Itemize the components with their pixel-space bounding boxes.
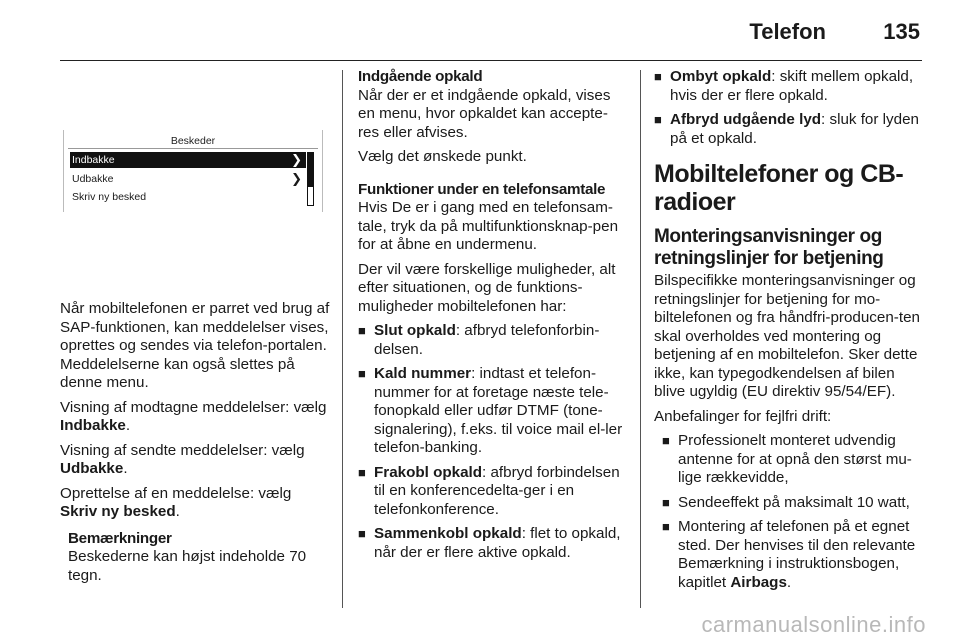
text: Professionelt monteret udvendig antenne for at opnå den størst mu-lige rækkevidde, xyxy=(678,432,912,486)
bullet-icon: ■ xyxy=(654,112,662,127)
menu-item-udbakke[interactable] xyxy=(70,171,306,187)
choose-paragraph: Vælg det ønskede punkt. xyxy=(358,148,527,165)
scrollbar-thumb[interactable] xyxy=(308,153,313,187)
bullet-icon: ■ xyxy=(662,433,670,448)
recommend-paragraph: Anbefalinger for fejlfri drift: xyxy=(654,407,832,425)
note-title: Bemærkninger xyxy=(68,529,172,547)
list-item xyxy=(662,518,926,592)
text: : indtast et telefon-nummer for at foretage næste tele-fonopkald eller udfør DTMF (tone-signalering), f.eks. til voice mail el-ler telefon-banking. xyxy=(374,365,623,456)
text: : skift mellem opkald, hvis der er flere opkald. xyxy=(670,68,914,104)
section-heading: Mobiltelefoner og CB-radioer xyxy=(654,160,904,216)
subsection-heading: Monteringsanvisninger og retningslinjer for betjening xyxy=(654,226,884,269)
list-item xyxy=(654,68,926,105)
column-1 xyxy=(60,68,330,585)
menu-item-label: Udbakke xyxy=(72,173,114,185)
term: Afbryd udgående lyd xyxy=(670,111,822,128)
list-item xyxy=(662,432,926,488)
menu-item-skriv-ny-besked[interactable] xyxy=(70,189,306,205)
scrollbar[interactable] xyxy=(307,152,314,206)
bullet-icon: ■ xyxy=(358,464,366,480)
text: : sluk for lyden på et opkald. xyxy=(670,111,919,147)
list-item xyxy=(358,322,628,359)
messages-screen-figure xyxy=(60,68,330,290)
text: : flet to opkald, når der er flere aktive opkald. xyxy=(374,525,621,561)
text: : afbryd telefonforbin-delsen. xyxy=(374,322,600,358)
bullet-icon: ■ xyxy=(358,366,366,381)
term: Frakobl opkald xyxy=(374,463,483,481)
page-title: Telefon xyxy=(749,19,826,44)
text: Visning af modtagne meddelelser: vælg xyxy=(60,398,327,416)
list-item xyxy=(662,494,926,513)
options-paragraph: Der vil være forskellige muligheder, alt efter situationen, og de funktions-muligheder mobiltelefonen har: xyxy=(358,260,616,315)
page-number: 135 xyxy=(883,19,920,44)
column-2 xyxy=(358,68,628,568)
new-message-paragraph xyxy=(60,485,330,522)
functions-paragraph: Hvis De er i gang med en telefonsam-tale, tryk da på multifunktionsknap-pen for at åbne en undermenu. xyxy=(358,199,619,253)
bullet-icon: ■ xyxy=(654,69,662,84)
bullet-icon: ■ xyxy=(662,494,670,510)
text: : afbryd forbindelsen til en konferencedelta-ger i en telefonkonference. xyxy=(374,463,620,518)
menu-item-label: Indbakke xyxy=(72,154,115,166)
list-item xyxy=(358,525,628,562)
term: Kald nummer xyxy=(374,365,472,382)
menu-item-indbakke[interactable] xyxy=(70,152,306,168)
text: Sendeeffekt på maksimalt 10 watt, xyxy=(678,493,910,511)
column-divider-2 xyxy=(640,70,641,608)
list-item xyxy=(654,111,926,148)
note-block xyxy=(60,530,330,586)
screen-title: Beskeder xyxy=(170,135,216,147)
chevron-right-icon: ❯ xyxy=(291,171,302,186)
bullet-icon: ■ xyxy=(358,526,366,541)
heading-call-functions: Funktioner under en telefonsamtale xyxy=(358,180,606,198)
display-screen xyxy=(63,130,323,212)
text: Visning af sendte meddelelser: vælg xyxy=(60,441,305,459)
column-divider-1 xyxy=(342,70,343,608)
column-3 xyxy=(654,68,926,598)
intro-paragraph: Når mobiltelefonen er parret ved brug af SAP-funktionen, kan meddelelser vises, oprettes og sendes via telefon-portalen. Meddelelserne kan også slettes på denne menu. xyxy=(60,300,330,391)
term: Slut opkald xyxy=(374,322,456,339)
term: Ombyt opkald xyxy=(670,68,772,85)
inbox-paragraph xyxy=(60,399,330,436)
term-indbakke: Indbakke xyxy=(60,417,126,434)
list-item xyxy=(358,365,628,458)
term-airbags: Airbags xyxy=(730,573,787,591)
page-header xyxy=(60,16,922,61)
bullet-icon: ■ xyxy=(662,519,670,534)
bullet-icon: ■ xyxy=(358,323,366,338)
text: . xyxy=(125,417,131,434)
watermark: carmanualsonline.info xyxy=(701,612,926,637)
text: Montering af telefonen på et egnet sted. Der henvises til den relevante Bemærkning i instruktionsbogen, kapitlet xyxy=(678,518,916,591)
term-skriv-ny-besked: Skriv ny besked xyxy=(60,503,176,520)
text: . xyxy=(123,460,128,477)
text: . xyxy=(175,503,180,520)
install-paragraph: Bilspecifikke monteringsanvisninger og retningslinjer for betjening for mo-biltelefonen og fra håndfri-producen-ten skal overholdes ved montering og betjening af en mobiltelefon. Sker dette ikke, kan typegodkendelsen af bilen blive ugyldig (EU direktiv 95/54/EF). xyxy=(654,272,920,400)
screen-divider xyxy=(68,148,318,149)
heading-incoming-calls: Indgående opkald xyxy=(358,68,483,85)
text: . xyxy=(786,573,792,591)
menu-item-label: Skriv ny besked xyxy=(72,191,147,203)
note-text: Beskederne kan højst indeholde 70 tegn. xyxy=(68,548,307,584)
text: Oprettelse af en meddelelse: vælg xyxy=(60,484,292,502)
list-item xyxy=(358,464,628,520)
term-udbakke: Udbakke xyxy=(60,460,124,477)
term: Sammenkobl opkald xyxy=(374,525,522,542)
outbox-paragraph xyxy=(60,442,330,479)
chevron-right-icon: ❯ xyxy=(291,152,302,167)
incoming-paragraph: Når der er et indgående opkald, vises en menu, hvor opkaldet kan accepte-res eller afvises. xyxy=(358,86,611,141)
